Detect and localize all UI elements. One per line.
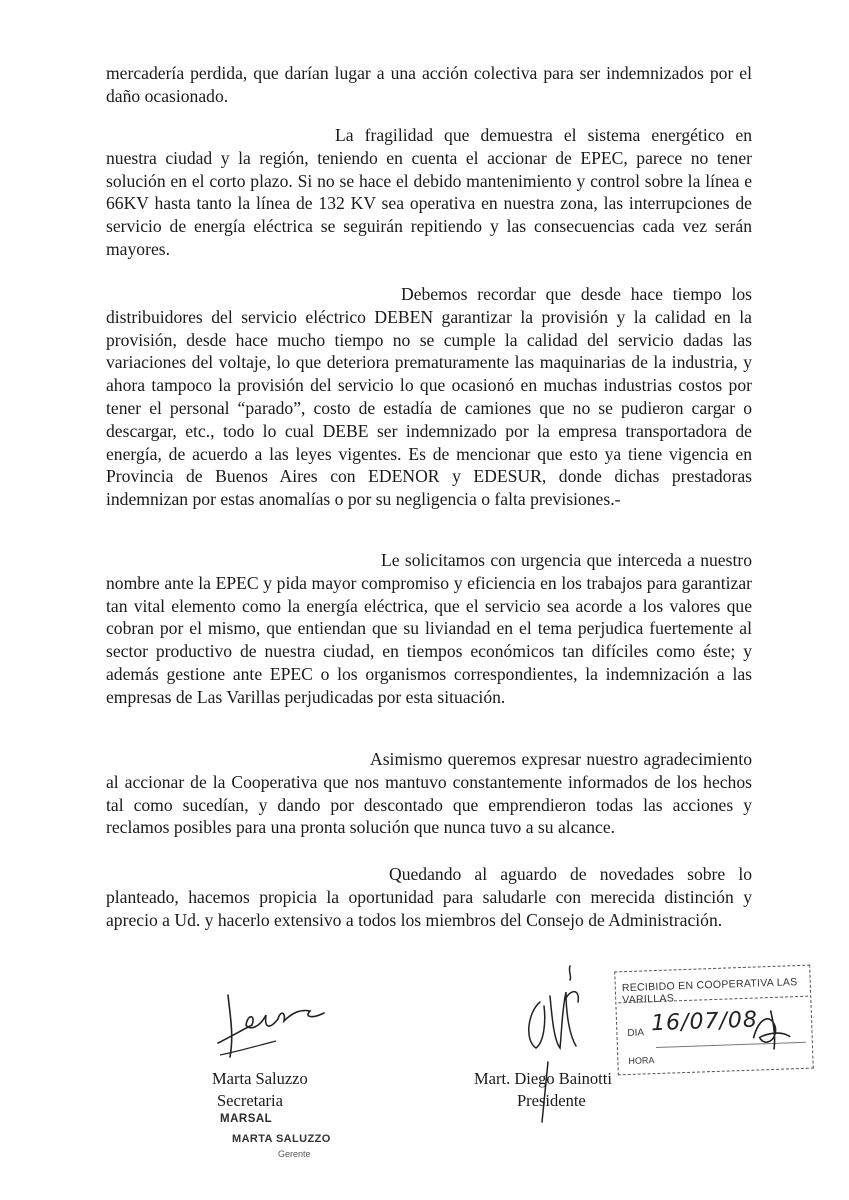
stamp-date: 16/07/08 [650,1007,759,1037]
stamp-left-line1: MARSAL [220,1113,273,1125]
paragraph-5 [106,748,752,839]
paragraph-text: Debemos recordar que desde hace tiempo los distribuidores del servicio eléctrico DEBEN garantizar la provisión y la calidad en la provisión, desde hace mucho tiempo no se cumple la calidad del servicio dadas las variaciones del voltaje, lo que deteriora prematuramente las maquinarias de la industria, y ahora tampoco la provisión del servicio lo que ocasionó en muchas industrias costos por tener el personal “parado”, costo de estadía de camiones que no se pudieron cargar o descargar, etc., todo lo cual DEBE ser indemnizado por la empresa transportadora de energía, de acuerdo a las leyes vigentes. Es de mencionar que esto ya tiene vigencia en Provincia de Buenos Aires con EDENOR y EDESUR, donde dichas prestadoras indemnizan por estas anomalías o por su negligencia o falta previsiones.- [106,284,752,510]
signer-right-name: Mart. Diego Bainotti [474,1069,612,1088]
signer-left-title: Secretaria [217,1091,283,1110]
signer-left-name: Marta Saluzzo [212,1069,308,1088]
paragraph-text: Asimismo queremos expresar nuestro agradecimiento al accionar de la Cooperativa que nos mantuvo constantemente informados de los hechos tal como sucedían, y dando por descontado que emprendieron todas las acciones y reclamos posibles para una pronta solución que nunca tuvo a su alcance. [106,749,752,838]
paragraph-text: mercadería perdida, que darían lugar a una acción colectiva para ser indemnizados por el daño ocasionado. [106,63,752,106]
paragraph-2 [106,124,752,261]
paragraph-text: Le solicitamos con urgencia que interceda a nuestro nombre ante la EPEC y pida mayor compromiso y eficiencia en los trabajos para garantizar tan vital elemento como la energía eléctrica, que el servicio sea acorde a los valores que cobran por el mismo, que entiendan que su liviandad en el tema perjudica fuertemente al sector productivo de nuestra ciudad, en tiempos económicos tan difíciles como éste; y además gestione ante EPEC o los organismos correspondientes, la indemnización a las empresas de Las Varillas perjudicadas por esta situación. [106,550,752,707]
paragraph-text: Quedando al aguardo de novedades sobre lo planteado, hacemos propicia la oportunidad para saludarle con merecida distinción y aprecio a Ud. y hacerlo extensivo a todos los miembros del Consejo de Administración. [106,864,752,930]
stamp-time-label: HORA [628,1055,655,1067]
stamp-left-line2: MARTA SALUZZO [232,1133,331,1145]
paragraph-text: La fragilidad que demuestra el sistema energético en nuestra ciudad y la región, teniendo en cuenta el accionar de EPEC, parece no tener solución en el corto plazo. Si no se hace el debido mantenimiento y control sobre la línea e 66KV hasta tanto la línea de 132 KV sea operativa en nuestra zona, las interrupciones de servicio de energía eléctrica se seguirán repitiendo y las consecuencias cada vez serán mayores. [106,125,752,259]
stamp-day-label: DIA [627,1027,645,1040]
received-stamp [614,965,814,1076]
handwritten-signature-left [200,985,330,1065]
signer-right-title: Presidente [517,1091,586,1110]
stamp-initials-scrawl [745,1006,797,1052]
paragraph-6 [106,863,752,931]
paragraph-3 [106,283,752,511]
paragraph-1 [106,62,752,108]
paragraph-4 [106,549,752,709]
stamp-left-line3: Gerente [278,1149,311,1159]
stamp-header: RECIBIDO EN COOPERATIVA LAS VARILLAS [621,976,798,1007]
